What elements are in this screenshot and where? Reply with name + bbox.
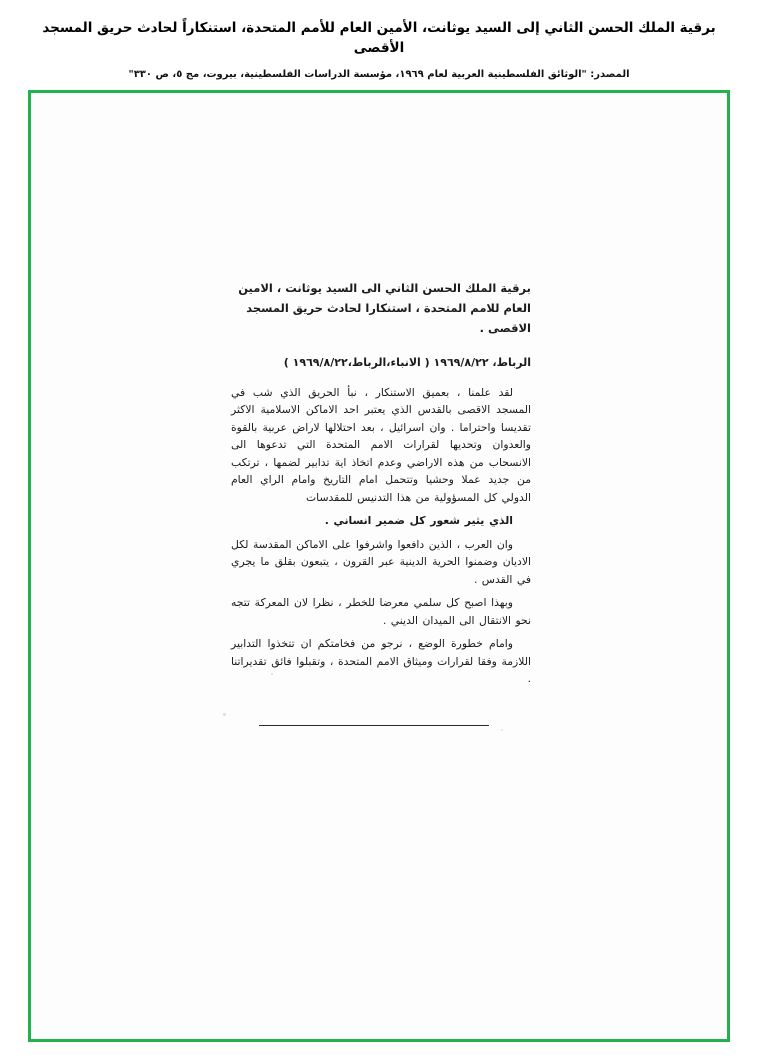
scanned-page-surface (31, 93, 727, 1039)
telegram-text-block (231, 278, 531, 688)
document-source-citation: المصدر: "الوثائق الفلسطينية العربية لعام ١٩٦٩، مؤسسة الدراسات الفلسطينية، بيروت، مج ٥، ص ٣٣٠" (128, 68, 630, 80)
telegram-paragraph: الذي يثير شعور كل ضمير انساني . (324, 514, 513, 528)
page-title: برقية الملك الحسن الثاني إلى السيد يوثانت، الأمين العام للأمم المتحدة، استنكاراً لحادث حريق المسجد الأقصى (42, 20, 716, 57)
scanned-document-frame (28, 90, 730, 1042)
scan-speck (501, 729, 503, 731)
telegram-dateline: الرباط، ١٩٦٩/٨/٢٢ ( الانباء،الرباط،١٩٦٩/٨/٢٢ ) (283, 356, 531, 370)
horizontal-divider (259, 725, 489, 726)
telegram-paragraph: لقد علمنا ، بعميق الاستنكار ، نبأ الحريق الذي شب في المسجد الاقصى بالقدس الذي يعتبر احد الاماكن الاسلامية الاكثر تقديسا واحتراما . وان اسرائيل ، بعد احتلالها لاراض عربية بالقوة والعدوان وتحديها لقرارات الامم المتحدة التي تدعوها الى الانسحاب من هذه الاراضي وعدم اتخاذ اية تدابير لضمها ، ترتكب من جديد عملا وحشيا وتتحمل امام التاريخ وامام الراي العام الدولي كل المسؤولية من هذا التدنيس للمقدسات (231, 385, 531, 504)
telegram-paragraph: وبهذا اصبح كل سلمي معرضا للخطر ، نظرا لان المعركة تتجه نحو الانتقال الى الميدان الديني . (231, 596, 531, 627)
telegram-heading: برقية الملك الحسن الثاني الى السيد يوثانت ، الامين العام للامم المتحدة ، استنكارا لحادث حريق المسجد الاقصى . (238, 281, 531, 336)
telegram-paragraph: وان العرب ، الذين دافعوا واشرفوا على الاماكن المقدسة لكل الاديان وضمنوا الحرية الدينية عبر القرون ، يتبعون بقلق ما يجري في القدس . (231, 537, 531, 586)
scan-speck (223, 713, 226, 716)
document-header (0, 0, 758, 82)
scan-speck (271, 673, 273, 675)
telegram-paragraph: وامام خطورة الوضع ، نرجو من فخامتكم ان تتخذوا التدابير اللازمة وفقا لقرارات وميثاق الامم المتحدة ، وتقبلوا فائق تقديراتنا . (231, 637, 531, 686)
